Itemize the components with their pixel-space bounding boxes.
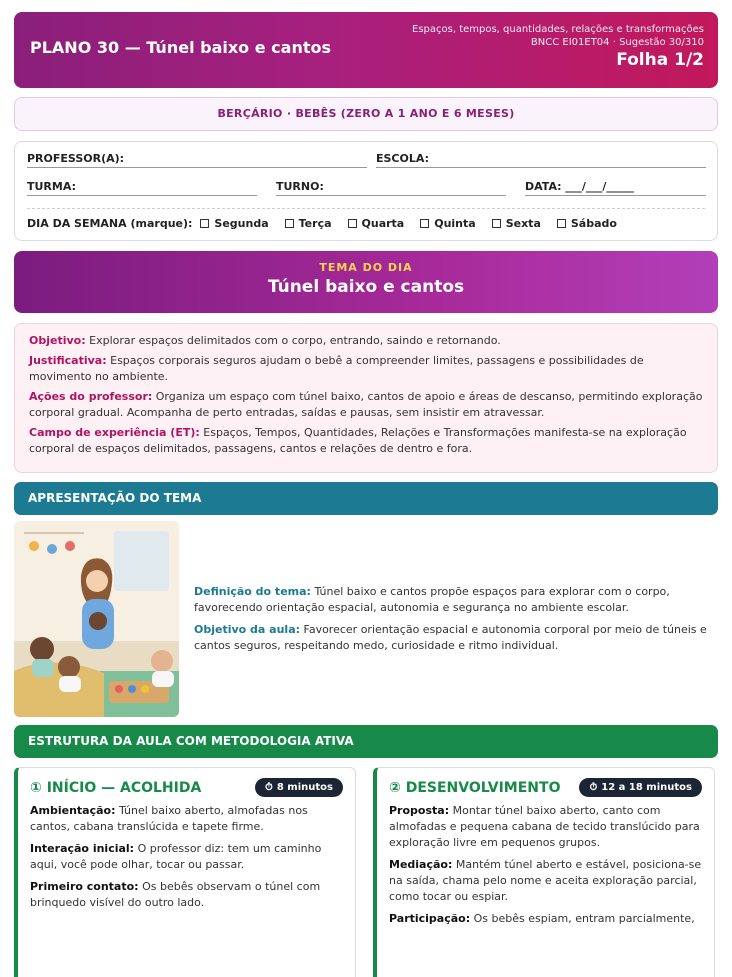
weekday-label: DIA DA SEMANA (marque): [27,217,193,230]
stage-title: ② DESENVOLVIMENTO [389,779,561,796]
day-option-wednesday[interactable]: Quarta [348,217,405,230]
justification-paragraph: Justificativa: Espaços corporais seguros ajudam o bebê a compreender limites, passagens e possibilidades de movimento no ambiente. [29,354,644,383]
checkbox-icon[interactable] [348,219,357,228]
stage-card-start [14,767,356,977]
interaction-paragraph: Interação inicial: O professor diz: tem um caminho aqui, você pode olhar, tocar ou passar. [30,842,322,871]
plan-header [14,12,718,88]
duration-badge: ⏱ 8 minutos [255,778,343,797]
definition-paragraph: Definição do tema: Túnel baixo e cantos propõe espaços para explorar com o corpo, favorecendo orientação espacial, autonomia e segurança no ambiente escolar. [194,585,670,614]
participation-paragraph: Participação: Os bebês espiam, entram parcialmente, [389,912,695,925]
checkbox-icon[interactable] [557,219,566,228]
duration-badge: ⏱ 12 a 18 minutos [579,778,702,797]
stage-card-development [373,767,715,977]
checkbox-icon[interactable] [200,219,209,228]
day-option-friday[interactable]: Sexta [492,217,541,230]
class-field[interactable] [27,178,257,196]
shift-field[interactable] [276,178,506,196]
school-field[interactable] [376,150,706,168]
teacher-actions-paragraph: Ações do professor: Organiza um espaço com túnel baixo, cantos de apoio e áreas de descanso, permitindo exploração corporal gradual. Acompanha de perto entradas, saídas e pausas, sem insistir em atravessar. [29,390,703,419]
structure-section-bar: ESTRUTURA DA AULA COM METODOLOGIA ATIVA [14,725,718,758]
stage-title: ① INÍCIO — ACOLHIDA [30,779,202,796]
proposal-paragraph: Proposta: Montar túnel baixo aberto, canto com almofadas e pequena cabana de tecido translúcido para exploração livre em pequenos grupos. [389,804,700,849]
day-option-saturday[interactable]: Sábado [557,217,617,230]
day-option-tuesday[interactable]: Terça [285,217,332,230]
lesson-goal-paragraph: Objetivo da aula: Favorecer orientação espacial e autonomia corporal por meio de túneis e cantos seguros, respeitando medo, curiosidade e ritmo individual. [194,623,707,652]
checkbox-icon[interactable] [420,219,429,228]
teacher-field[interactable] [27,150,367,168]
first-contact-paragraph: Primeiro contato: Os bebês observam o túnel com brinquedo visível do outro lado. [30,880,321,909]
bncc-code-line: BNCC EI01ET04 · Sugestão 30/310 [530,37,704,48]
form-divider [27,208,705,209]
header-meta [412,24,704,70]
date-field[interactable] [525,178,706,196]
class-label: TURMA: [27,180,76,193]
stopwatch-icon: ⏱ [589,782,598,793]
teacher-label: PROFESSOR(A): [27,152,125,165]
presentation-text [194,584,714,660]
plan-title: PLANO 30 — Túnel baixo e cantos [30,38,331,57]
babies-tunnel-illustration [14,521,179,717]
theme-name: Túnel baixo e cantos [267,277,465,297]
school-label: ESCOLA: [376,152,429,165]
ambient-paragraph: Ambientação: Túnel baixo aberto, almofadas nos cantos, cabana translúcida e tapete firme. [30,804,308,833]
experience-field-line: Espaços, tempos, quantidades, relações e transformações [412,24,704,35]
date-label: DATA: ___/___/_____ [525,180,634,193]
day-option-monday[interactable]: Segunda [200,217,268,230]
age-group-bar: BERÇÁRIO · BEBÊS (ZERO A 1 ANO E 6 MESES) [14,97,718,131]
objective-paragraph: Objetivo: Explorar espaços delimitados com o corpo, entrando, saindo e retornando. [29,334,501,347]
checkbox-icon[interactable] [285,219,294,228]
theme-banner [14,251,718,313]
weekday-row [27,217,633,230]
sheet-number: Folha 1/2 [616,50,704,70]
shift-label: TURNO: [276,180,324,193]
classroom-illustration [14,521,179,717]
stopwatch-icon: ⏱ [265,782,273,793]
identification-form [14,141,718,241]
theme-kicker: TEMA DO DIA [319,261,413,274]
day-option-thursday[interactable]: Quinta [420,217,475,230]
checkbox-icon[interactable] [492,219,501,228]
experience-field-paragraph: Campo de experiência (ET): Espaços, Tempos, Quantidades, Relações e Transformações manifesta-se na exploração corporal de espaços delimitados, passagens, cantos e relações de dentro e fora. [29,426,687,455]
lesson-info-box [14,323,718,473]
mediation-paragraph: Mediação: Mantém túnel aberto e estável, posiciona-se na saída, chama pelo nome e aceita exploração parcial, como tocar ou espiar. [389,858,702,903]
presentation-section-bar: APRESENTAÇÃO DO TEMA [14,482,718,515]
